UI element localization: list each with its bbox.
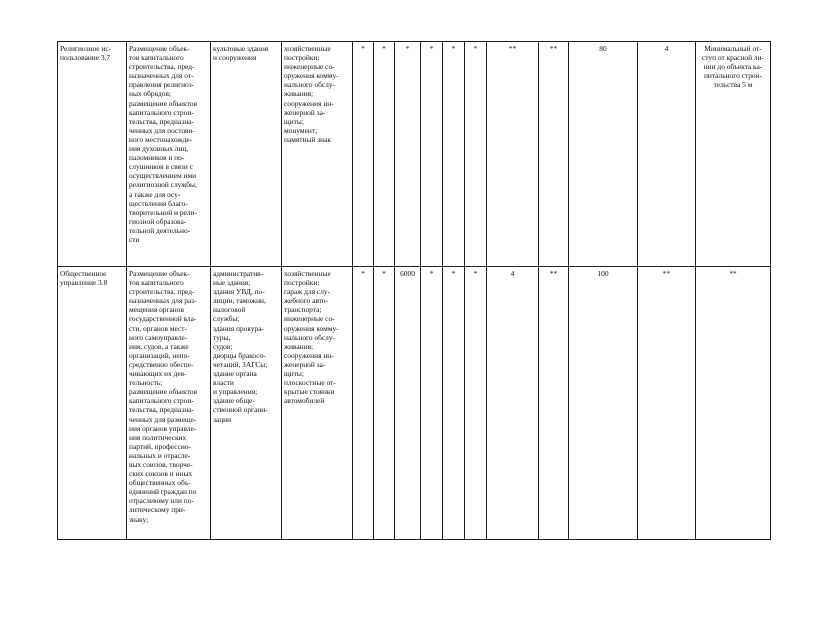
parameter-cell: *	[395, 42, 421, 267]
land-use-type-name	[58, 267, 127, 540]
parameter-cell: **	[487, 42, 539, 267]
cell-text: Размещение объек- тов капитального строительства, пред- назначенных для раз- мещения органов государственной вла- сти, органов мест- ного самоуправле- ния, судов, а также организаций, непо- средственно обеспе- чивающих их дея- тельность; размещение объектов капитального строи- тельства, предназна- ченных для размеще- ния органов управле- ния политических партий, профессио- нальных и отраслe- вых союзов, творче- ских союзов и иных общественных объ- единений граждан по отраслевому или по- литическому при- знаку;	[129, 269, 197, 524]
parameter-cell: *	[443, 42, 465, 267]
parameter-cell: *	[353, 42, 374, 267]
cell-text: Общественное управление 3.8	[60, 269, 108, 288]
table-row	[58, 42, 771, 267]
parameter-cell: *	[374, 42, 395, 267]
parameter-cell: *	[353, 267, 374, 540]
parameter-cell: **	[539, 267, 569, 540]
parameter-cell: *	[421, 267, 443, 540]
parameter-cell: *	[465, 267, 487, 540]
land-use-regulations-table	[57, 41, 771, 540]
parameter-cell: *	[421, 42, 443, 267]
parameter-cell: **	[539, 42, 569, 267]
cell-text: Религиозное ис- пользование 3.7	[60, 44, 112, 63]
cell-text: Размещение объек- тов капитального строительства, пред- назначенных для от- правления религиоз- ных обрядов; размещение объектов капитального строи- тельства, предназна- ченных для постоян- ного местонахожде- ния духовных лиц, паломников и по- слушников в связи с осуществлением ими религиозной службы, а также для осу- ществления благо- творительной и рели- гиозной образова- тельной деятельно- сти	[129, 44, 197, 244]
main-permitted-uses	[211, 267, 282, 540]
parameter-cell: *	[443, 267, 465, 540]
auxiliary-permitted-uses	[282, 42, 353, 267]
cell-text: **	[729, 269, 737, 278]
main-permitted-uses	[211, 42, 282, 267]
parameter-cell: *	[465, 42, 487, 267]
parameter-cell: *	[374, 267, 395, 540]
note-cell	[696, 267, 771, 540]
parameter-cell: 80	[569, 42, 638, 267]
parameter-cell: 100	[569, 267, 638, 540]
cell-text: культовые здания и сооружения	[213, 44, 269, 63]
cell-text: хозяйственные постройки; инженерные со- оружения комму- нального обслу- живания; сооружения ин- женерной за- щиты; монумент; памятный знак	[284, 44, 339, 144]
parameter-cell: **	[638, 267, 696, 540]
land-use-description	[127, 267, 211, 540]
cell-text: Минимальный от- ступ от красной ли- нии до объекта ка- питального строи- тельства 5 м	[702, 44, 764, 90]
parameter-cell: 6000	[395, 267, 421, 540]
table-row	[58, 267, 771, 540]
cell-text: административ- ные здания; здания УВД, по- лиции, таможни, налоговой службы; здания прокура- туры, судов; дворцы бракосо- четаний, ЗАГСы; здание органа власти и управления; здание обще- ственной органи- зации	[213, 269, 268, 424]
cell-text: хозяйственные постройки; гараж для слу- жебного авто- транспорта; инженерные со- оружения комму- нального обслу- живания; сооружения ин- женерной за- щиты; плоскостные от- крытые стоянки автомобилей	[284, 269, 339, 406]
land-use-description	[127, 42, 211, 267]
parameter-cell: 4	[638, 42, 696, 267]
parameter-cell: 4	[487, 267, 539, 540]
land-use-type-name	[58, 42, 127, 267]
note-cell	[696, 42, 771, 267]
auxiliary-permitted-uses	[282, 267, 353, 540]
